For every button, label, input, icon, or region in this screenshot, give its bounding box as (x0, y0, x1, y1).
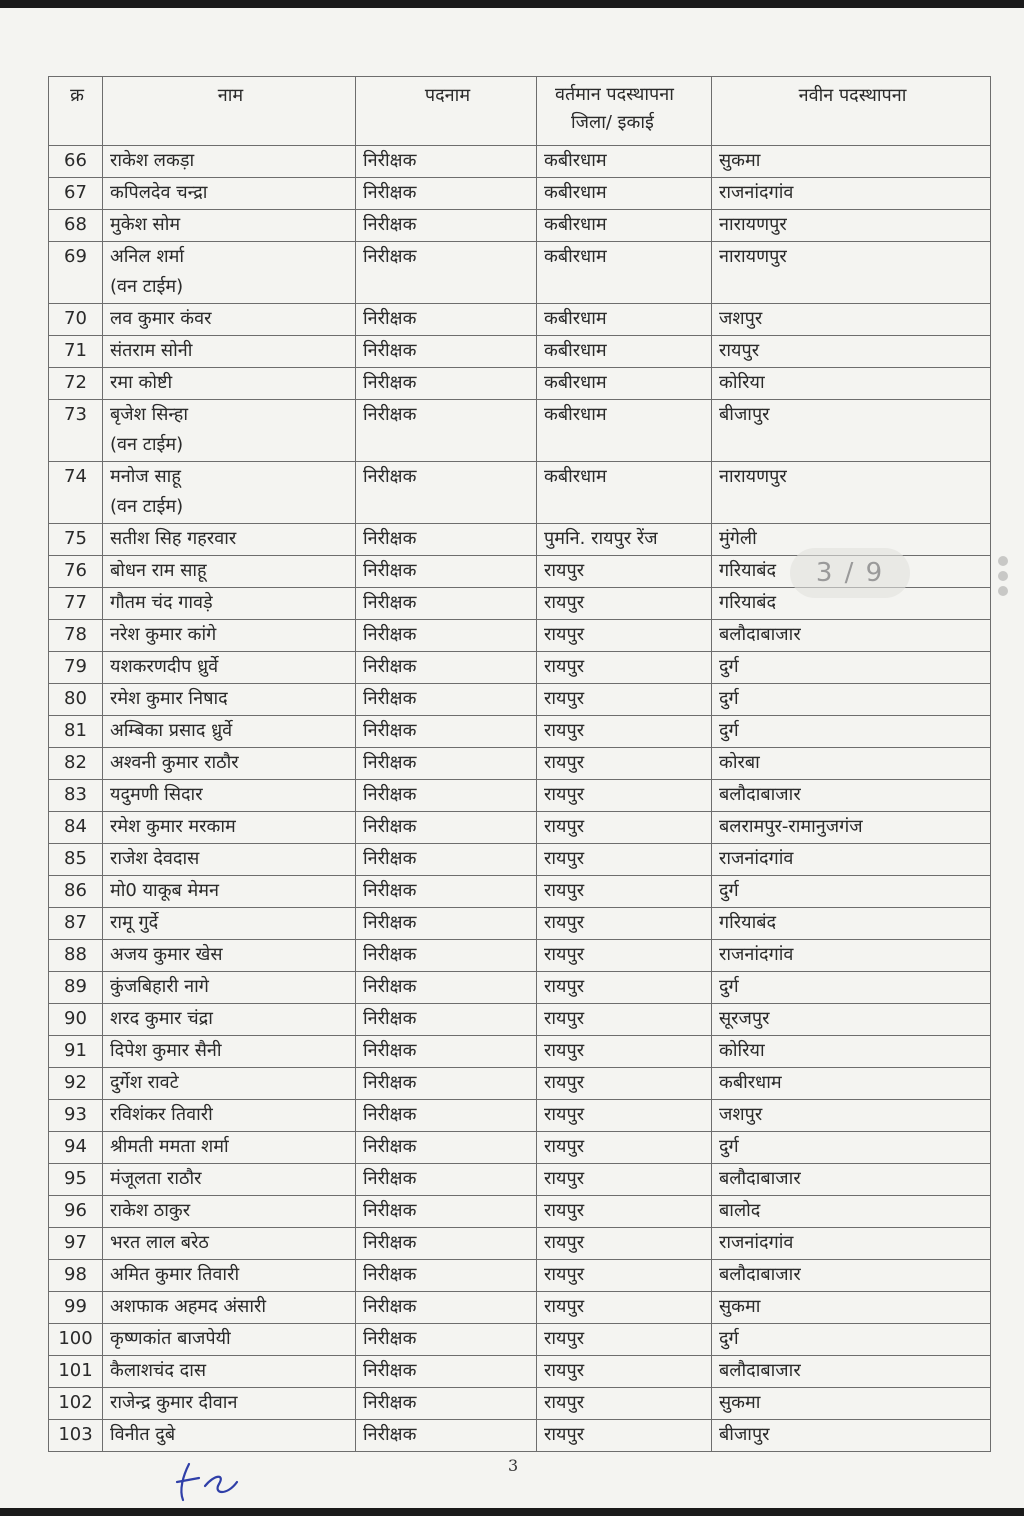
name-cell (103, 1324, 356, 1356)
new-posting-cell: कोरिया (712, 1036, 991, 1068)
serial-cell: 97 (49, 1228, 103, 1260)
current-posting-cell: रायपुर (537, 940, 712, 972)
designation-cell: निरीक्षक (356, 1068, 537, 1100)
new-posting-cell: राजनांदगांव (712, 1228, 991, 1260)
table-row (49, 242, 991, 304)
designation-cell: निरीक्षक (356, 588, 537, 620)
designation-cell: निरीक्षक (356, 400, 537, 462)
new-posting-cell: बालोद (712, 1196, 991, 1228)
serial-cell: 93 (49, 1100, 103, 1132)
name-cell (103, 588, 356, 620)
document-page (0, 8, 1024, 1508)
current-posting-cell: रायपुर (537, 556, 712, 588)
serial-cell: 87 (49, 908, 103, 940)
serial-cell: 74 (49, 462, 103, 524)
current-posting-cell: रायपुर (537, 588, 712, 620)
name-text: गौतम चंद गावड़े (110, 592, 213, 613)
new-posting-cell: दुर्ग (712, 972, 991, 1004)
name-note: (वन टाईम) (110, 496, 184, 517)
new-posting-cell: बलौदाबाजार (712, 1356, 991, 1388)
serial-cell: 66 (49, 146, 103, 178)
new-posting-cell: सुकमा (712, 146, 991, 178)
current-posting-cell: कबीरधाम (537, 210, 712, 242)
serial-cell: 72 (49, 368, 103, 400)
table-row (49, 716, 991, 748)
current-posting-cell: रायपुर (537, 684, 712, 716)
name-cell (103, 652, 356, 684)
header-current-posting (537, 77, 712, 146)
new-posting-cell: गरियाबंद (712, 556, 991, 588)
serial-cell: 68 (49, 210, 103, 242)
serial-cell: 99 (49, 1292, 103, 1324)
serial-cell: 92 (49, 1068, 103, 1100)
table-row (49, 1388, 991, 1420)
serial-cell: 86 (49, 876, 103, 908)
current-posting-cell: रायपुर (537, 972, 712, 1004)
designation-cell: निरीक्षक (356, 556, 537, 588)
current-posting-cell: रायपुर (537, 1036, 712, 1068)
name-cell (103, 1004, 356, 1036)
serial-cell: 85 (49, 844, 103, 876)
designation-cell: निरीक्षक (356, 1196, 537, 1228)
new-posting-cell: बलौदाबाजार (712, 1164, 991, 1196)
table-row (49, 336, 991, 368)
table-header-row (49, 77, 991, 146)
current-posting-cell: रायपुर (537, 908, 712, 940)
name-cell (103, 146, 356, 178)
name-text: लव कुमार कंवर (110, 308, 212, 329)
new-posting-cell: नारायणपुर (712, 210, 991, 242)
page-number: 3 (508, 1456, 519, 1475)
current-posting-cell: रायपुर (537, 1420, 712, 1452)
designation-cell: निरीक्षक (356, 178, 537, 210)
serial-cell: 91 (49, 1036, 103, 1068)
new-posting-cell: बलौदाबाजार (712, 780, 991, 812)
header-current-posting-sub: जिला/ इकाई (571, 112, 654, 133)
new-posting-cell: कबीरधाम (712, 1068, 991, 1100)
designation-cell: निरीक्षक (356, 1260, 537, 1292)
name-text: अम्बिका प्रसाद ध्रुर्वे (110, 720, 233, 741)
name-cell (103, 876, 356, 908)
current-posting-cell: रायपुर (537, 1132, 712, 1164)
name-cell (103, 1228, 356, 1260)
current-posting-cell: रायपुर (537, 1324, 712, 1356)
table-row (49, 1196, 991, 1228)
name-text: संतराम सोनी (110, 340, 193, 361)
table-row (49, 1004, 991, 1036)
table-row (49, 462, 991, 524)
current-posting-cell: पुमनि. रायपुर रेंज (537, 524, 712, 556)
new-posting-cell: जशपुर (712, 304, 991, 336)
table-row (49, 620, 991, 652)
name-cell (103, 1420, 356, 1452)
name-cell (103, 748, 356, 780)
current-posting-cell: कबीरधाम (537, 304, 712, 336)
designation-cell: निरीक्षक (356, 1228, 537, 1260)
designation-cell: निरीक्षक (356, 368, 537, 400)
designation-cell: निरीक्षक (356, 812, 537, 844)
table-row (49, 210, 991, 242)
designation-cell: निरीक्षक (356, 876, 537, 908)
name-cell (103, 400, 356, 462)
new-posting-cell: कोरबा (712, 748, 991, 780)
new-posting-cell: सूरजपुर (712, 1004, 991, 1036)
table-row (49, 1132, 991, 1164)
name-cell (103, 1356, 356, 1388)
table-body (49, 146, 991, 1452)
current-posting-cell: रायपुर (537, 1196, 712, 1228)
serial-cell: 78 (49, 620, 103, 652)
name-text: बृजेश सिन्हा (110, 404, 189, 425)
serial-cell: 103 (49, 1420, 103, 1452)
page-indicator-badge[interactable]: 3 / 9 (790, 548, 910, 598)
designation-cell: निरीक्षक (356, 1420, 537, 1452)
name-cell (103, 844, 356, 876)
serial-cell: 81 (49, 716, 103, 748)
new-posting-cell: सुकमा (712, 1388, 991, 1420)
name-cell (103, 210, 356, 242)
current-posting-cell: रायपुर (537, 812, 712, 844)
header-name: नाम (103, 77, 356, 146)
transfer-table (48, 76, 991, 1452)
serial-cell: 95 (49, 1164, 103, 1196)
name-text: यदुमणी सिदार (110, 784, 203, 805)
serial-cell: 96 (49, 1196, 103, 1228)
serial-cell: 73 (49, 400, 103, 462)
designation-cell: निरीक्षक (356, 336, 537, 368)
table-row (49, 1324, 991, 1356)
new-posting-cell: बीजापुर (712, 1420, 991, 1452)
table-row (49, 684, 991, 716)
table-row (49, 400, 991, 462)
table-row (49, 876, 991, 908)
current-posting-cell: रायपुर (537, 1228, 712, 1260)
table-row (49, 1164, 991, 1196)
name-cell (103, 1036, 356, 1068)
current-posting-cell: रायपुर (537, 780, 712, 812)
table-row (49, 146, 991, 178)
name-cell (103, 684, 356, 716)
table-row (49, 1068, 991, 1100)
new-posting-cell: गरियाबंद (712, 908, 991, 940)
new-posting-cell: गरियाबंद (712, 588, 991, 620)
current-posting-cell: रायपुर (537, 620, 712, 652)
new-posting-cell: दुर्ग (712, 876, 991, 908)
new-posting-cell: बलौदाबाजार (712, 1260, 991, 1292)
new-posting-cell: दुर्ग (712, 652, 991, 684)
new-posting-cell: नारायणपुर (712, 242, 991, 304)
name-text: अजय कुमार खेस (110, 944, 223, 965)
current-posting-cell: रायपुर (537, 876, 712, 908)
header-new-posting: नवीन पदस्थापना (712, 77, 991, 146)
current-posting-cell: रायपुर (537, 1068, 712, 1100)
serial-cell: 82 (49, 748, 103, 780)
designation-cell: निरीक्षक (356, 1356, 537, 1388)
current-posting-cell: रायपुर (537, 1100, 712, 1132)
serial-cell: 98 (49, 1260, 103, 1292)
serial-cell: 69 (49, 242, 103, 304)
serial-cell: 76 (49, 556, 103, 588)
designation-cell: निरीक्षक (356, 652, 537, 684)
current-posting-cell: रायपुर (537, 1164, 712, 1196)
serial-cell: 88 (49, 940, 103, 972)
name-cell (103, 242, 356, 304)
menu-dots-icon[interactable] (998, 556, 1018, 601)
new-posting-cell: दुर्ग (712, 1324, 991, 1356)
table-row (49, 652, 991, 684)
designation-cell: निरीक्षक (356, 304, 537, 336)
name-note: (वन टाईम) (110, 434, 184, 455)
designation-cell: निरीक्षक (356, 844, 537, 876)
name-cell (103, 178, 356, 210)
name-text: यशकरणदीप ध्रुर्वे (110, 656, 219, 677)
name-text: मनोज साहू (110, 466, 181, 487)
table-row (49, 1356, 991, 1388)
name-text: विनीत दुबे (110, 1424, 176, 1445)
name-text: कुंजबिहारी नागे (110, 976, 209, 997)
table-row (49, 1100, 991, 1132)
current-posting-cell: रायपुर (537, 748, 712, 780)
designation-cell: निरीक्षक (356, 1164, 537, 1196)
designation-cell: निरीक्षक (356, 684, 537, 716)
designation-cell: निरीक्षक (356, 524, 537, 556)
name-text: कपिलदेव चन्द्रा (110, 182, 208, 203)
new-posting-cell: दुर्ग (712, 684, 991, 716)
name-cell (103, 462, 356, 524)
name-text: अश्वनी कुमार राठौर (110, 752, 239, 773)
serial-cell: 89 (49, 972, 103, 1004)
table-row (49, 972, 991, 1004)
table-row (49, 1420, 991, 1452)
name-cell (103, 368, 356, 400)
current-posting-cell: कबीरधाम (537, 368, 712, 400)
name-text: रमा कोष्टी (110, 372, 173, 393)
name-text: मुकेश सोम (110, 214, 181, 235)
serial-cell: 101 (49, 1356, 103, 1388)
table-row (49, 1292, 991, 1324)
designation-cell: निरीक्षक (356, 1036, 537, 1068)
designation-cell: निरीक्षक (356, 1324, 537, 1356)
serial-cell: 100 (49, 1324, 103, 1356)
serial-cell: 102 (49, 1388, 103, 1420)
serial-cell: 79 (49, 652, 103, 684)
serial-cell: 75 (49, 524, 103, 556)
serial-cell: 71 (49, 336, 103, 368)
designation-cell: निरीक्षक (356, 940, 537, 972)
name-text: कैलाशचंद दास (110, 1360, 207, 1381)
name-cell (103, 304, 356, 336)
name-text: श्रीमती ममता शर्मा (110, 1136, 229, 1157)
serial-cell: 90 (49, 1004, 103, 1036)
name-cell (103, 1260, 356, 1292)
name-text: मंजूलता राठौर (110, 1168, 202, 1189)
new-posting-cell: बलरामपुर-रामानुजगंज (712, 812, 991, 844)
name-cell (103, 1292, 356, 1324)
name-cell (103, 1196, 356, 1228)
new-posting-cell: सुकमा (712, 1292, 991, 1324)
designation-cell: निरीक्षक (356, 1004, 537, 1036)
name-cell (103, 716, 356, 748)
name-text: बोधन राम साहू (110, 560, 207, 581)
new-posting-cell: राजनांदगांव (712, 844, 991, 876)
name-text: नरेश कुमार कांगे (110, 624, 217, 645)
name-text: राजेश देवदास (110, 848, 200, 869)
current-posting-cell: कबीरधाम (537, 242, 712, 304)
new-posting-cell: कोरिया (712, 368, 991, 400)
table-row (49, 1260, 991, 1292)
serial-cell: 83 (49, 780, 103, 812)
designation-cell: निरीक्षक (356, 462, 537, 524)
table-row (49, 844, 991, 876)
table-row (49, 908, 991, 940)
name-text: अशफाक अहमद अंसारी (110, 1296, 267, 1317)
new-posting-cell: नारायणपुर (712, 462, 991, 524)
name-cell (103, 556, 356, 588)
name-cell (103, 780, 356, 812)
new-posting-cell: बलौदाबाजार (712, 620, 991, 652)
name-cell (103, 524, 356, 556)
header-designation: पदनाम (356, 77, 537, 146)
name-cell (103, 972, 356, 1004)
new-posting-cell: राजनांदगांव (712, 940, 991, 972)
designation-cell: निरीक्षक (356, 972, 537, 1004)
name-cell (103, 1388, 356, 1420)
current-posting-cell: रायपुर (537, 844, 712, 876)
new-posting-cell: जशपुर (712, 1100, 991, 1132)
designation-cell: निरीक्षक (356, 716, 537, 748)
designation-cell: निरीक्षक (356, 1132, 537, 1164)
table-row (49, 812, 991, 844)
table-row (49, 178, 991, 210)
new-posting-cell: रायपुर (712, 336, 991, 368)
current-posting-cell: रायपुर (537, 1260, 712, 1292)
name-text: रविशंकर तिवारी (110, 1104, 213, 1125)
current-posting-cell: रायपुर (537, 1292, 712, 1324)
table-row (49, 1036, 991, 1068)
designation-cell: निरीक्षक (356, 780, 537, 812)
table-row (49, 304, 991, 336)
designation-cell: निरीक्षक (356, 1292, 537, 1324)
serial-cell: 94 (49, 1132, 103, 1164)
name-text: रामू गुर्दे (110, 912, 159, 933)
new-posting-cell: दुर्ग (712, 716, 991, 748)
designation-cell: निरीक्षक (356, 242, 537, 304)
name-cell (103, 940, 356, 972)
name-text: कृष्णकांत बाजपेयी (110, 1328, 231, 1349)
current-posting-cell: कबीरधाम (537, 462, 712, 524)
designation-cell: निरीक्षक (356, 146, 537, 178)
current-posting-cell: कबीरधाम (537, 336, 712, 368)
new-posting-cell: मुंगेली (712, 524, 991, 556)
new-posting-cell: बीजापुर (712, 400, 991, 462)
name-cell (103, 908, 356, 940)
designation-cell: निरीक्षक (356, 1100, 537, 1132)
name-cell (103, 812, 356, 844)
designation-cell: निरीक्षक (356, 748, 537, 780)
name-text: रमेश कुमार मरकाम (110, 816, 236, 837)
current-posting-cell: रायपुर (537, 716, 712, 748)
header-serial: क्र (49, 77, 103, 146)
name-cell (103, 1068, 356, 1100)
name-note: (वन टाईम) (110, 276, 184, 297)
name-text: राजेन्द्र कुमार दीवान (110, 1392, 238, 1413)
current-posting-cell: रायपुर (537, 652, 712, 684)
name-text: रमेश कुमार निषाद (110, 688, 228, 709)
name-cell (103, 620, 356, 652)
name-text: भरत लाल बरेठ (110, 1232, 209, 1253)
current-posting-cell: कबीरधाम (537, 400, 712, 462)
new-posting-cell: राजनांदगांव (712, 178, 991, 210)
serial-cell: 80 (49, 684, 103, 716)
name-text: शरद कुमार चंद्रा (110, 1008, 213, 1029)
name-text: अमित कुमार तिवारी (110, 1264, 240, 1285)
serial-cell: 67 (49, 178, 103, 210)
current-posting-cell: रायपुर (537, 1356, 712, 1388)
name-text: राकेश ठाकुर (110, 1200, 191, 1221)
current-posting-cell: रायपुर (537, 1388, 712, 1420)
name-cell (103, 1164, 356, 1196)
name-text: राकेश लकड़ा (110, 150, 195, 171)
table-row (49, 780, 991, 812)
table-row (49, 368, 991, 400)
name-cell (103, 336, 356, 368)
table-row (49, 748, 991, 780)
signature-mark (175, 1456, 245, 1506)
designation-cell: निरीक्षक (356, 210, 537, 242)
designation-cell: निरीक्षक (356, 1388, 537, 1420)
name-text: सतीश सिह गहरवार (110, 528, 237, 549)
designation-cell: निरीक्षक (356, 620, 537, 652)
serial-cell: 70 (49, 304, 103, 336)
current-posting-cell: रायपुर (537, 1004, 712, 1036)
table-row (49, 1228, 991, 1260)
name-cell (103, 1100, 356, 1132)
name-text: मो0 याकूब मेमन (110, 880, 220, 901)
serial-cell: 77 (49, 588, 103, 620)
table-row (49, 940, 991, 972)
name-text: अनिल शर्मा (110, 246, 184, 267)
current-posting-cell: कबीरधाम (537, 178, 712, 210)
new-posting-cell: दुर्ग (712, 1132, 991, 1164)
name-text: दुर्गेश रावटे (110, 1072, 179, 1093)
name-cell (103, 1132, 356, 1164)
designation-cell: निरीक्षक (356, 908, 537, 940)
current-posting-cell: कबीरधाम (537, 146, 712, 178)
header-current-posting-label: वर्तमान पदस्थापना (555, 84, 674, 105)
serial-cell: 84 (49, 812, 103, 844)
name-text: दिपेश कुमार सैनी (110, 1040, 222, 1061)
